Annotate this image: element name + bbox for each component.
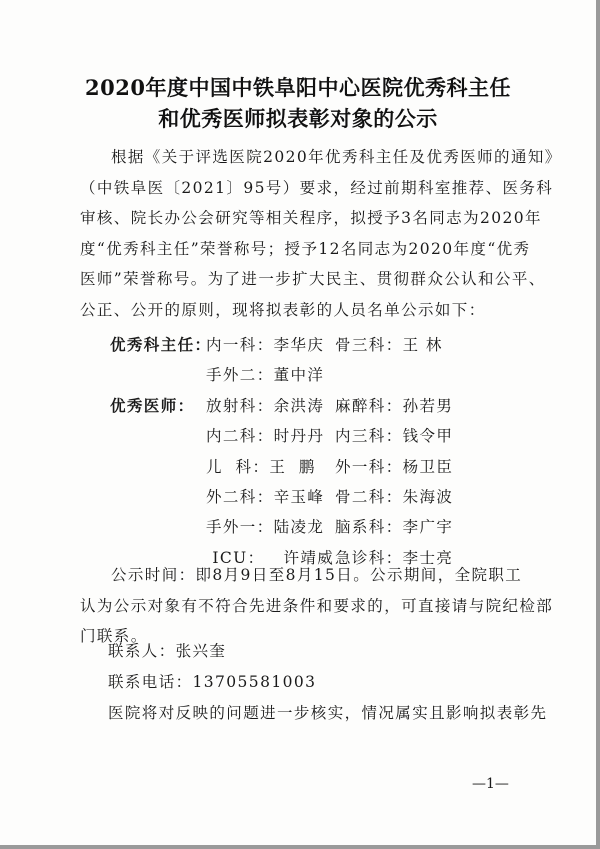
honoree-entry: 骨三科：王 林 [335, 336, 443, 354]
notice-line: 门联系。 [80, 627, 148, 645]
honoree-entry: 麻醉科：孙若男 [335, 396, 454, 415]
honoree-entry: 儿 科：王 鹏 [206, 457, 316, 476]
contact-phone: 联系电话：13705581003 [108, 673, 317, 691]
honoree-entry: 急诊科：李士亮 [335, 548, 454, 567]
page-number: —1— [472, 776, 509, 792]
honoree-entry: 手外二：董中洋 [206, 366, 325, 385]
title-line-2: 和优秀医师拟表彰对象的公示 [158, 106, 438, 131]
honoree-entry: 内二科：时丹丹 [206, 427, 325, 446]
honoree-entry: ICU： 许靖威 [206, 548, 335, 567]
contact-person: 联系人：张兴奎 [108, 642, 227, 660]
notice-paragraph [80, 560, 554, 652]
intro-line: （中铁阜医〔2021〕95号）要求，经过前期科室推荐、医务科 [80, 178, 554, 197]
honoree-entry: 内三科：钱令甲 [335, 427, 454, 446]
intro-line: 公正、公开的原则，现将拟表彰的人员名单公示如下： [80, 300, 486, 319]
intro-paragraph [80, 142, 562, 325]
honoree-entry: 骨二科：朱海波 [335, 487, 454, 506]
intro-line: 根据《关于评选医院2020年优秀科主任及优秀医师的通知》 [111, 148, 562, 166]
honoree-entry: 手外一：陆凌龙 [206, 518, 325, 537]
intro-line: 审核、院长办公会研究等相关程序，拟授予3名同志为2020年 [80, 209, 542, 227]
honoree-entry: 脑系科：李广宇 [335, 518, 454, 537]
intro-line: 医师”荣誉称号。为了进一步扩大民主、贯彻群众公认和公平、 [80, 270, 546, 288]
notice-line: 公示时间：即8月9日至8月15日。公示期间，全院职工 [111, 566, 523, 584]
notice-line: 认为公示对象有不符合先进条件和要求的，可直接请与院纪检部 [80, 596, 554, 615]
honoree-entry: 内一科：李华庆 [206, 336, 325, 354]
document-title [0, 72, 596, 134]
category-label: 优秀医师： [110, 395, 195, 415]
intro-line: 度“优秀科主任”荣誉称号；授予12名同志为2020年度“优秀 [80, 239, 531, 258]
category-label: 优秀科主任： [110, 335, 212, 354]
honoree-entry: 外二科：辛玉峰 [206, 487, 325, 506]
closing-line: 医院将对反映的问题进一步核实，情况属实且影响拟表彰先 [108, 704, 548, 722]
title-line-1: 2020年度中国中铁阜阳中心医院优秀科主任 [85, 75, 511, 100]
honoree-entry: 外一科：杨卫臣 [335, 457, 454, 476]
honoree-entry: 放射科：余洪涛 [206, 396, 325, 415]
